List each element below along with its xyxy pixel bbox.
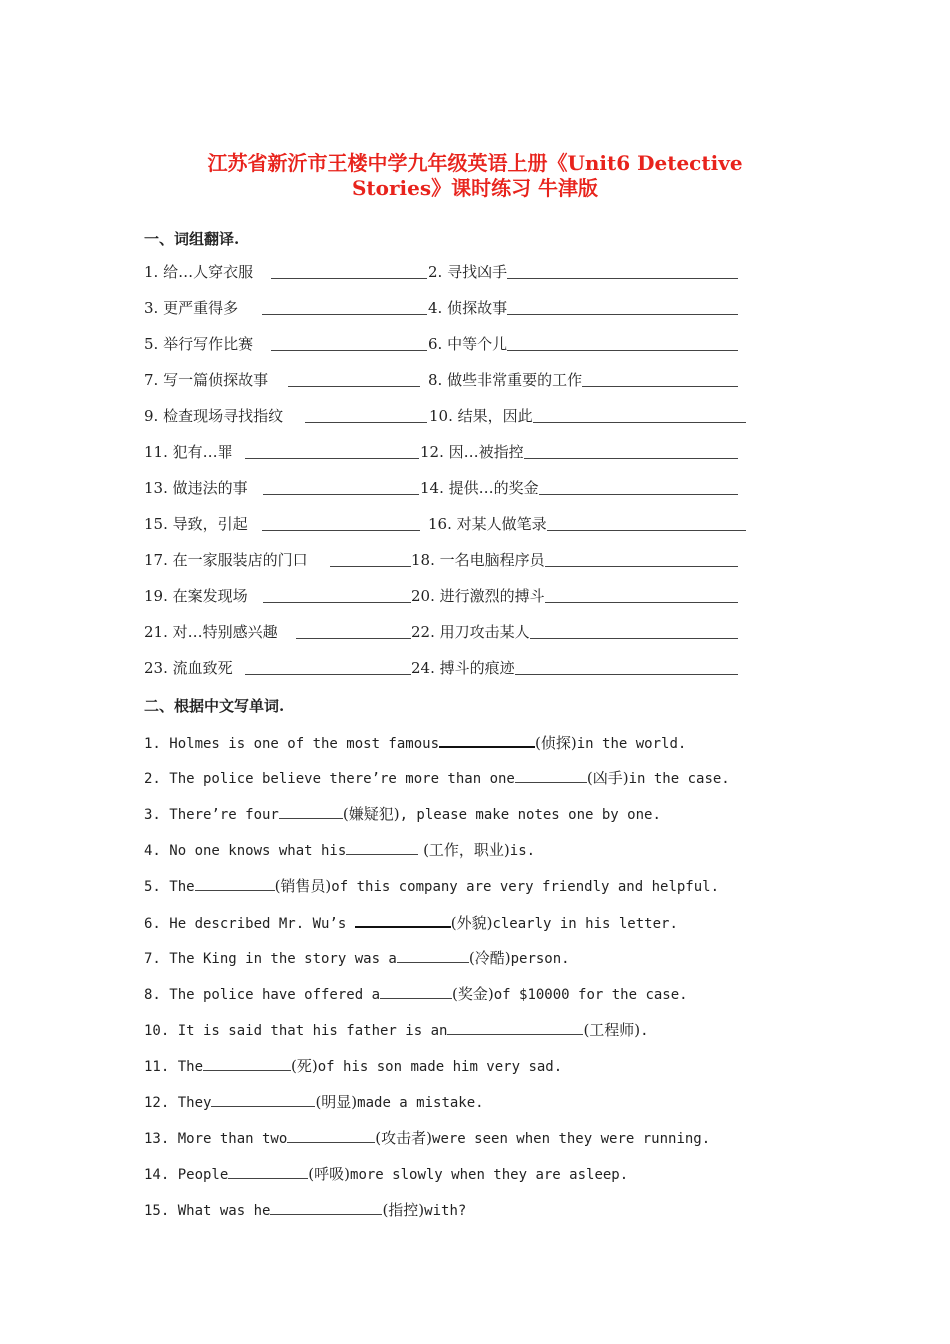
sentence-start: 15. What was he [144, 1203, 271, 1219]
phrase-prompt: 4. 侦探故事 [428, 299, 508, 317]
answer-blank[interactable] [515, 766, 587, 783]
document-title-line-2: Stories》课时练习 牛津版 [351, 176, 599, 200]
answer-blank[interactable] [515, 658, 738, 675]
answer-blank[interactable] [270, 1198, 382, 1215]
answer-blank[interactable] [330, 550, 411, 567]
answer-blank[interactable] [507, 262, 738, 279]
phrase-row [144, 406, 764, 426]
phrase-prompt: 9. 检查现场寻找指纹 [144, 407, 284, 425]
answer-blank[interactable] [262, 298, 427, 315]
sentence-start: 12. They [144, 1095, 212, 1111]
section-1-heading: 一、词组翻译. [144, 230, 240, 248]
sentence-start: 6. He described Mr. Wu’s [144, 916, 355, 932]
sentence-start: 10. It is said that his father is an [144, 1023, 448, 1039]
fill-in-sentence [144, 730, 686, 754]
answer-blank[interactable] [287, 1126, 375, 1143]
answer-blank[interactable] [211, 1090, 315, 1107]
answer-blank[interactable] [296, 622, 411, 639]
sentence-end: , please make notes one by one. [399, 807, 661, 823]
answer-blank[interactable] [195, 874, 275, 891]
phrase-prompt: 22. 用刀攻击某人 [411, 623, 530, 641]
answer-blank[interactable] [545, 586, 738, 603]
sentence-end: . [640, 1023, 649, 1039]
answer-blank[interactable] [245, 442, 419, 459]
sentence-end: with? [424, 1203, 467, 1219]
phrase-prompt: 15. 导致，引起 [144, 515, 248, 533]
sentence-end: clearly in his letter. [492, 916, 678, 932]
phrase-prompt: 3. 更严重得多 [144, 299, 239, 317]
answer-blank[interactable] [228, 1162, 308, 1179]
sentence-start: 1. Holmes is one of the most famous [144, 736, 440, 752]
answer-blank[interactable] [582, 370, 738, 387]
answer-blank[interactable] [380, 982, 452, 999]
sentence-start: 14. People [144, 1167, 229, 1183]
phrase-row [144, 334, 764, 354]
chinese-hint: (明显) [315, 1093, 358, 1111]
phrase-prompt: 17. 在一家服装店的门口 [144, 551, 308, 569]
sentence-end: in the case. [628, 771, 730, 787]
chinese-hint: (凶手) [586, 769, 629, 787]
answer-blank[interactable] [530, 622, 738, 639]
phrase-prompt: 10. 结果，因此 [429, 407, 533, 425]
fill-in-sentence [144, 1090, 484, 1113]
chinese-hint: (死) [291, 1057, 318, 1075]
fill-in-sentence [144, 946, 570, 969]
phrase-prompt: 8. 做些非常重要的工作 [428, 371, 583, 389]
fill-in-sentence [144, 910, 678, 934]
answer-blank[interactable] [439, 730, 535, 748]
phrase-prompt: 12. 因…被指控 [420, 443, 524, 461]
answer-blank[interactable] [203, 1054, 291, 1071]
fill-in-sentence [144, 982, 688, 1005]
phrase-prompt: 21. 对…特别感兴趣 [144, 623, 278, 641]
fill-in-sentence [144, 802, 661, 825]
phrase-row [144, 550, 764, 570]
fill-in-sentence [144, 874, 719, 897]
chinese-hint: (销售员) [274, 877, 332, 895]
answer-blank[interactable] [355, 910, 451, 928]
phrase-row [144, 622, 764, 642]
phrase-row [144, 370, 764, 390]
phrase-prompt: 24. 搏斗的痕迹 [411, 659, 515, 677]
fill-in-sentence [144, 1198, 466, 1221]
chinese-hint: (奖金) [452, 985, 494, 1003]
sentence-end: is. [509, 843, 536, 859]
phrase-row [144, 586, 764, 606]
section-2-heading: 二、根据中文写单词. [144, 697, 285, 715]
document-title-line-1: 江苏省新沂市王楼中学九年级英语上册《Unit6 Detective [207, 151, 743, 175]
answer-blank[interactable] [245, 658, 411, 675]
answer-blank[interactable] [547, 514, 746, 531]
answer-blank[interactable] [507, 298, 738, 315]
answer-blank[interactable] [305, 406, 427, 423]
phrase-row [144, 514, 764, 534]
phrase-prompt: 1. 给…人穿衣服 [144, 263, 254, 281]
fill-in-sentence [144, 1162, 628, 1185]
chinese-hint: (攻击者) [375, 1129, 433, 1147]
answer-blank[interactable] [271, 262, 427, 279]
phrase-prompt: 18. 一名电脑程序员 [411, 551, 545, 569]
phrase-row [144, 478, 764, 498]
sentence-end: of his son made him very sad. [317, 1059, 563, 1075]
phrase-prompt: 14. 提供…的奖金 [420, 479, 539, 497]
fill-in-sentence [144, 1018, 649, 1041]
sentence-end: of $10000 for the case. [493, 987, 688, 1003]
sentence-start: 4. No one knows what his [144, 843, 347, 859]
sentence-end: in the world. [576, 736, 687, 752]
sentence-start: 13. More than two [144, 1131, 288, 1147]
answer-blank[interactable] [524, 442, 738, 459]
phrase-row [144, 262, 764, 282]
sentence-end: of this company are very friendly and helpful. [331, 879, 720, 895]
sentence-start: 2. The police believe there’re more than one [144, 771, 515, 787]
phrase-prompt: 7. 写一篇侦探故事 [144, 371, 269, 389]
answer-blank[interactable] [263, 478, 419, 495]
sentence-end: more slowly when they are asleep. [350, 1167, 629, 1183]
chinese-hint: (嫌疑犯) [342, 805, 400, 823]
chinese-hint: (呼吸) [308, 1165, 351, 1183]
sentence-end: made a mistake. [357, 1095, 484, 1111]
answer-blank[interactable] [539, 478, 738, 495]
sentence-end: were seen when they were running. [432, 1131, 711, 1147]
chinese-hint: (外貌) [450, 914, 493, 932]
answer-blank[interactable] [288, 370, 420, 387]
phrase-prompt: 16. 对某人做笔录 [428, 515, 547, 533]
fill-in-sentence [144, 838, 535, 861]
phrase-prompt: 2. 寻找凶手 [428, 263, 508, 281]
sentence-start: 5. The [144, 879, 195, 895]
sentence-start: 7. The King in the story was a [144, 951, 397, 967]
phrase-row [144, 298, 764, 318]
sentence-end: person. [510, 951, 570, 967]
answer-blank[interactable] [447, 1018, 583, 1035]
phrase-prompt: 23. 流血致死 [144, 659, 233, 677]
answer-blank[interactable] [533, 406, 746, 423]
sentence-start: 11. The [144, 1059, 204, 1075]
answer-blank[interactable] [263, 586, 411, 603]
sentence-start: 3. There’re four [144, 807, 279, 823]
fill-in-sentence [144, 766, 730, 789]
phrase-prompt: 13. 做违法的事 [144, 479, 248, 497]
chinese-hint: (工作，职业) [418, 841, 510, 859]
answer-blank[interactable] [271, 334, 427, 351]
answer-blank[interactable] [279, 802, 343, 819]
answer-blank[interactable] [262, 514, 420, 531]
answer-blank[interactable] [397, 946, 469, 963]
phrase-prompt: 5. 举行写作比赛 [144, 335, 254, 353]
answer-blank[interactable] [545, 550, 738, 567]
phrase-prompt: 11. 犯有…罪 [144, 443, 233, 461]
answer-blank[interactable] [346, 838, 418, 855]
chinese-hint: (工程师) [583, 1021, 641, 1039]
phrase-prompt: 6. 中等个儿 [428, 335, 508, 353]
phrase-row [144, 658, 764, 678]
phrase-row [144, 442, 764, 462]
chinese-hint: (冷酷) [468, 949, 511, 967]
fill-in-sentence [144, 1126, 710, 1149]
fill-in-sentence [144, 1054, 562, 1077]
sentence-start: 8. The police have offered a [144, 987, 381, 1003]
phrase-prompt: 19. 在案发现场 [144, 587, 248, 605]
answer-blank[interactable] [507, 334, 738, 351]
chinese-hint: (指控) [382, 1201, 425, 1219]
chinese-hint: (侦探) [535, 734, 577, 752]
phrase-prompt: 20. 进行激烈的搏斗 [411, 587, 545, 605]
